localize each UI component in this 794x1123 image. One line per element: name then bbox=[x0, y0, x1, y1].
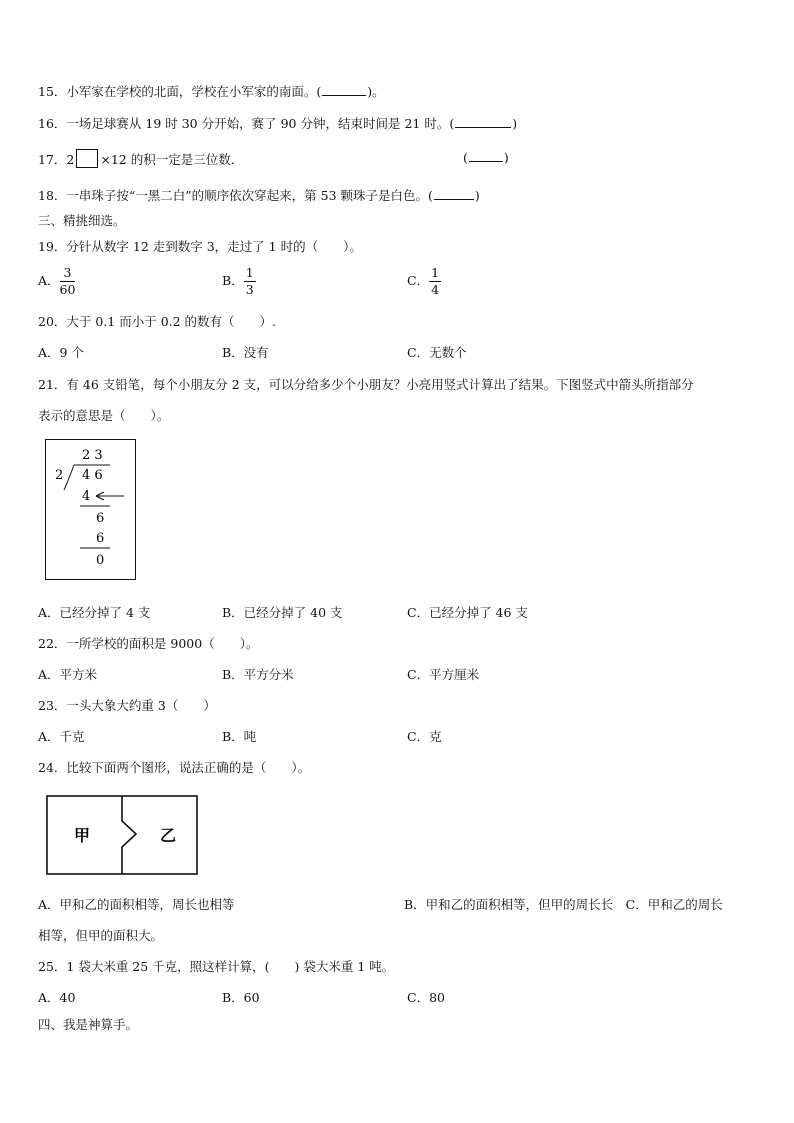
fraction bbox=[244, 265, 256, 298]
q24-option-a[interactable]: A．甲和乙的面积相等，周长也相等 bbox=[38, 897, 235, 912]
q24-option-c-continued: 相等，但甲的面积大。 bbox=[38, 928, 164, 943]
dividing-line bbox=[122, 796, 136, 874]
shape-label-yi: 乙 bbox=[160, 826, 177, 845]
q16-text: 16．一场足球赛从 19 时 30 分开始，赛了 90 分钟，结束时间是 21 时。( bbox=[38, 116, 455, 131]
step-product-4: 4 bbox=[82, 489, 91, 504]
q17-pre: 17．2 bbox=[38, 152, 75, 167]
shapes-figure bbox=[46, 795, 200, 877]
question-24: 24．比较下面两个图形，说法正确的是（ ）。 bbox=[38, 760, 311, 775]
question-20: 20．大于 0.1 而小于 0.2 的数有（ ）. bbox=[38, 314, 277, 329]
question-17 bbox=[38, 149, 243, 168]
step-product-6: 6 bbox=[96, 531, 105, 546]
q18-after: ) bbox=[474, 188, 480, 203]
q19-option-b[interactable] bbox=[222, 265, 256, 298]
answer-blank[interactable] bbox=[434, 187, 474, 200]
question-15 bbox=[38, 82, 385, 100]
question-16 bbox=[38, 114, 517, 132]
q20-option-c[interactable]: C．无数个 bbox=[407, 345, 467, 360]
q20-option-a[interactable]: A．9 个 bbox=[38, 345, 84, 360]
q16-after: ) bbox=[512, 116, 518, 131]
divisor: 2 bbox=[55, 468, 64, 483]
q22-option-b[interactable]: B．平方分米 bbox=[222, 667, 294, 682]
quotient: 2 3 bbox=[82, 448, 103, 463]
question-25: 25．1 袋大米重 25 千克，照这样计算，( ) 袋大米重 1 吨。 bbox=[38, 959, 395, 974]
q23-option-c[interactable]: C．克 bbox=[407, 729, 442, 744]
division-bracket bbox=[64, 465, 74, 490]
section-4-heading: 四、我是神算手。 bbox=[38, 1017, 139, 1032]
option-label: A． bbox=[38, 273, 60, 288]
paren-open: ( bbox=[463, 150, 468, 165]
q17-post: ×12 的积一定是三位数． bbox=[100, 152, 244, 167]
digit-box[interactable] bbox=[76, 149, 98, 168]
q23-option-b[interactable]: B．吨 bbox=[222, 729, 257, 744]
q25-option-b[interactable]: B．60 bbox=[222, 990, 260, 1005]
q24-option-bc[interactable]: B．甲和乙的面积相等，但甲的周长长 C．甲和乙的周长 bbox=[404, 897, 723, 912]
q19-option-a[interactable] bbox=[38, 265, 75, 298]
section-3-heading: 三、精挑细选。 bbox=[38, 213, 126, 228]
denominator: 4 bbox=[431, 282, 440, 297]
q15-text: 15．小军家在学校的北面，学校在小军家的南面。( bbox=[38, 84, 322, 99]
q20-option-b[interactable]: B．没有 bbox=[222, 345, 269, 360]
step-bring-down-6: 6 bbox=[96, 511, 105, 526]
fraction bbox=[60, 265, 76, 298]
question-19: 19．分针从数字 12 走到数字 3，走过了 1 时的（ ）。 bbox=[38, 239, 362, 254]
q21-option-b[interactable]: B．已经分掉了 40 支 bbox=[222, 605, 343, 620]
question-18 bbox=[38, 186, 480, 204]
option-label: B． bbox=[222, 273, 244, 288]
remainder: 0 bbox=[96, 553, 105, 568]
q25-option-a[interactable]: A．40 bbox=[38, 990, 76, 1005]
q25-option-c[interactable]: C．80 bbox=[407, 990, 445, 1005]
q18-text: 18．一串珠子按“一黑二白”的顺序依次穿起来，第 53 颗珠子是白色。( bbox=[38, 188, 433, 203]
q15-after: )。 bbox=[367, 84, 385, 99]
dividend: 4 6 bbox=[82, 468, 103, 483]
question-23: 23．一头大象大约重 3（ ） bbox=[38, 698, 216, 713]
q22-option-c[interactable]: C．平方厘米 bbox=[407, 667, 480, 682]
numerator: 1 bbox=[245, 265, 254, 280]
q19-option-c[interactable] bbox=[407, 265, 441, 298]
q23-option-a[interactable]: A．千克 bbox=[38, 729, 85, 744]
numerator: 1 bbox=[431, 265, 440, 280]
numerator: 3 bbox=[60, 265, 76, 282]
question-21-line1: 21．有 46 支铅笔，每个小朋友分 2 支，可以分给多少个小朋友？小亮用竖式计算出了结果。下图竖式中箭头所指部分 bbox=[38, 377, 694, 392]
q17-answer bbox=[463, 149, 509, 165]
denominator: 60 bbox=[59, 282, 76, 297]
q21-option-a[interactable]: A．已经分掉了 4 支 bbox=[38, 605, 151, 620]
paren-close: ) bbox=[503, 150, 509, 165]
answer-blank[interactable] bbox=[469, 149, 503, 162]
question-21-line2: 表示的意思是（ ）。 bbox=[38, 408, 170, 423]
fraction bbox=[429, 265, 441, 298]
shape-label-jia: 甲 bbox=[74, 826, 91, 845]
long-division-figure bbox=[44, 438, 138, 582]
option-label: C． bbox=[407, 273, 430, 288]
denominator: 3 bbox=[245, 282, 254, 297]
question-22: 22．一所学校的面积是 9000（ ）。 bbox=[38, 636, 259, 651]
answer-blank[interactable] bbox=[322, 83, 366, 96]
answer-blank[interactable] bbox=[455, 115, 511, 128]
q21-option-c[interactable]: C．已经分掉了 46 支 bbox=[407, 605, 528, 620]
q22-option-a[interactable]: A．平方米 bbox=[38, 667, 98, 682]
